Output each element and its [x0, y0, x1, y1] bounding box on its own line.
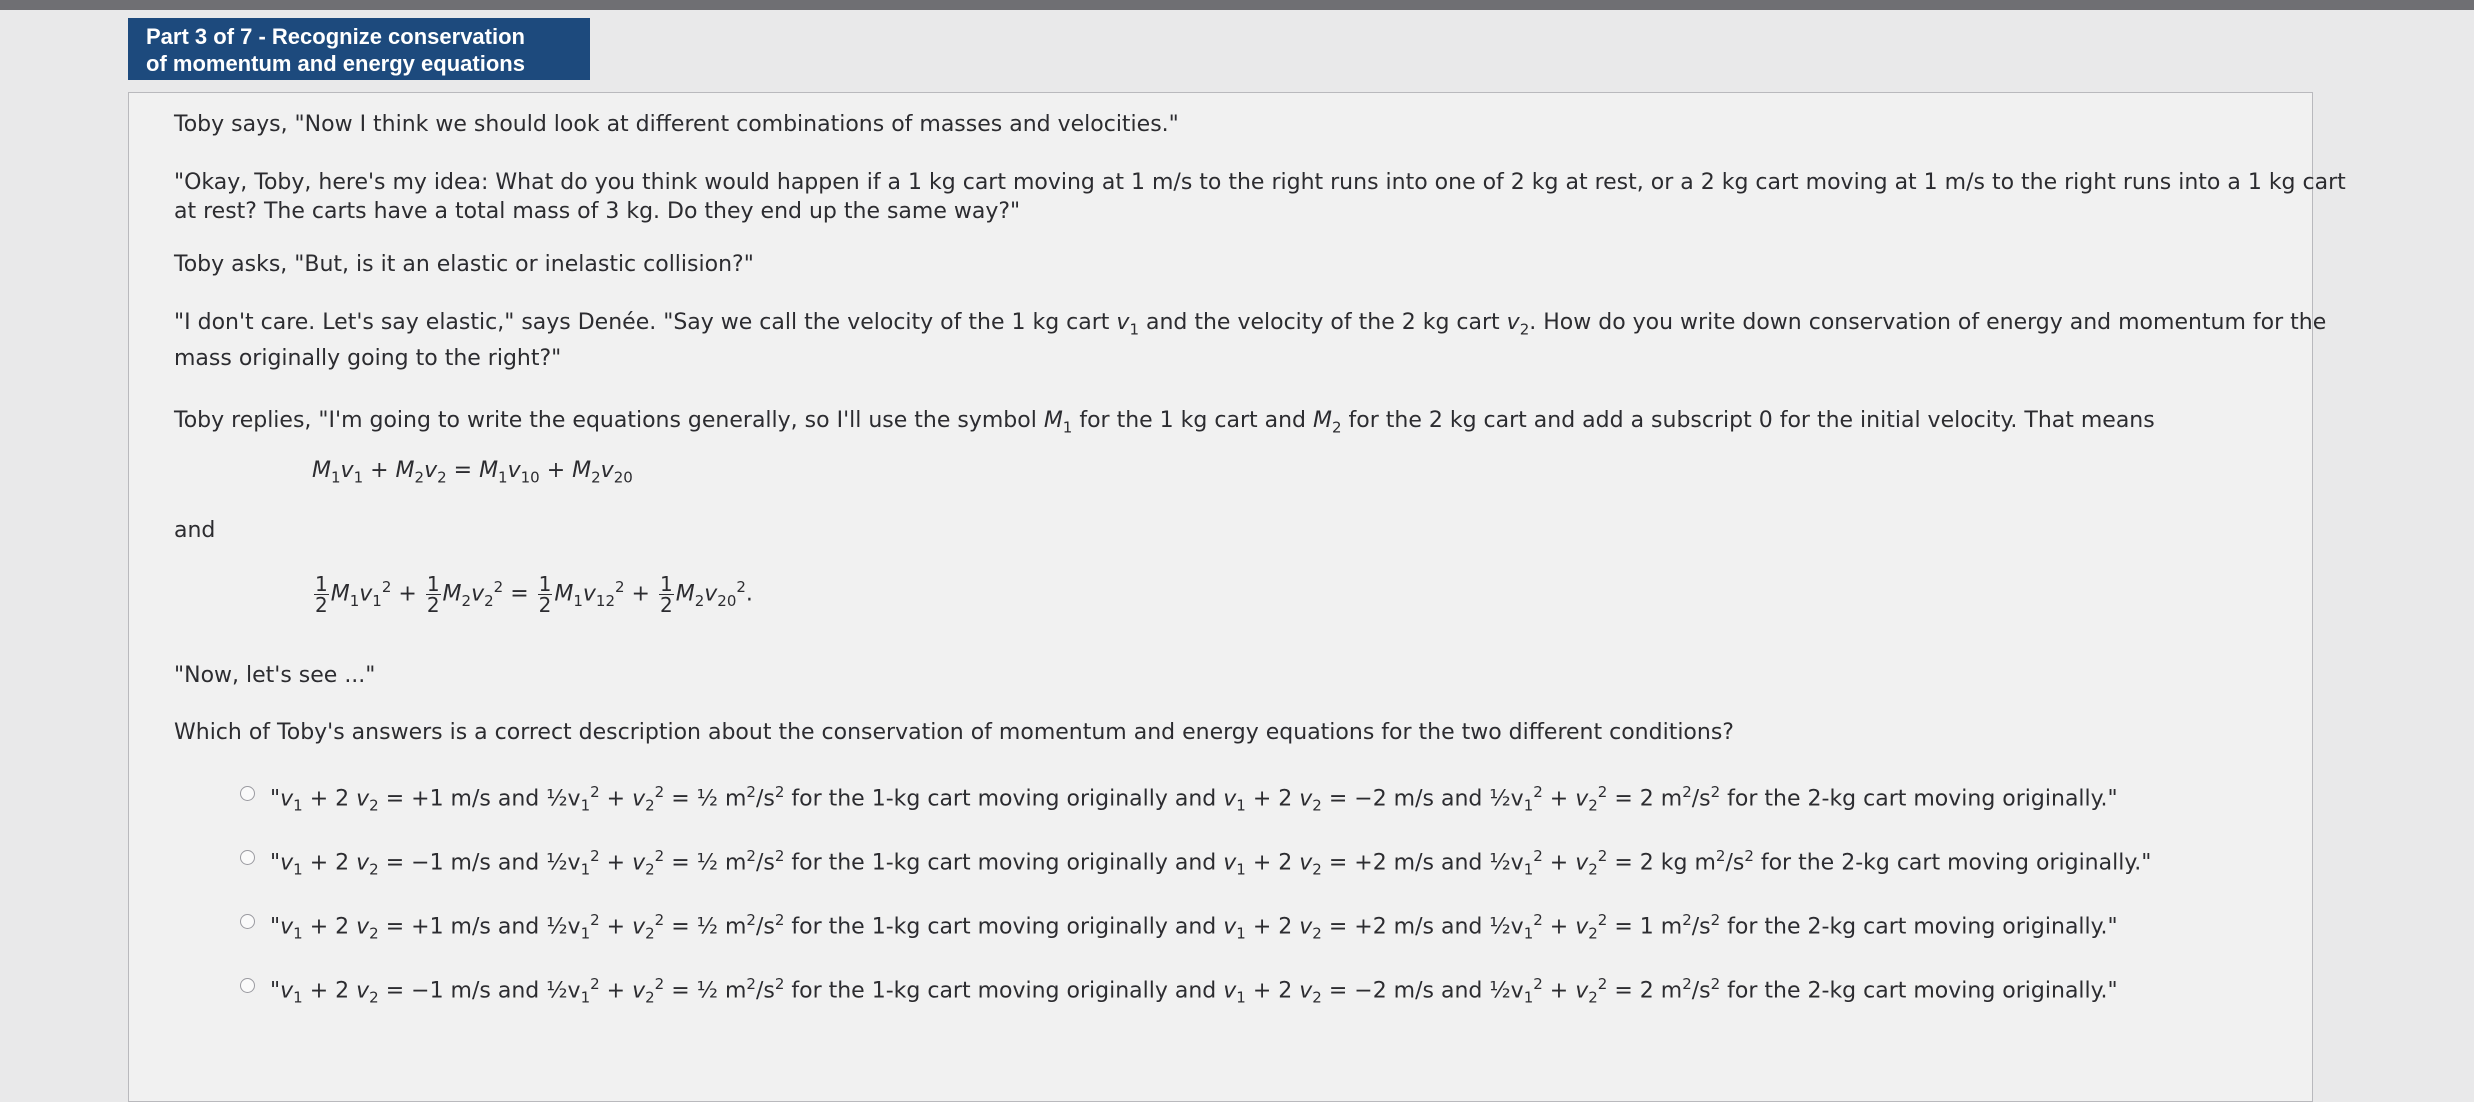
answer-option-2-text: "$v_1 + 2$ $v_2 = -1$ m/s and $\frac{1}{2}v_1^2 + v_2^2$ = ½ $m^2/s^2$ for the 1-kg cart moving originally and $v_1 + 2$ $v_2 = +2$ m/s and $\frac{1}{2}v_1^2 + v_2^2 = 2$ kg $m^2/s^2$ for the 2-kg cart moving originally." — [270, 847, 2152, 879]
radio-button[interactable] — [240, 850, 255, 865]
paragraph-denee-idea: "Okay, Toby, here's my idea: What do you think would happen if a 1 kg cart moving at 1 m/s to the right runs into one of 2 kg at rest, or a 2 kg cart moving at 1 m/s to the right runs into a 1 kg cart at rest? The carts have a total mass of 3 kg. Do they end up the same way?" — [174, 170, 2346, 224]
paragraph-toby-asks: Toby asks, "But, is it an elastic or inelastic collision?" — [174, 252, 754, 277]
answer-option-1-text: "$v_1 + 2$ $v_2 = +1$ m/s and $\frac{1}{2}v_1^2 + v_2^2$ = ½ $m^2/s^2$ for the 1-kg cart moving originally and $v_1 + 2$ $v_2 = -2$ m/s and $\frac{1}{2}v_1^2 + v_2^2 = 2$ $m^2/s^2$ for the 2-kg cart moving originally." — [270, 783, 2118, 815]
answer-option-3-text: "$v_1 + 2$ $v_2 = +1$ m/s and $\frac{1}{2}v_1^2 + v_2^2$ = ½ $m^2/s^2$ for the 1-kg cart moving originally and $v_1 + 2$ $v_2 = +2$ m/s and $\frac{1}{2}v_1^2 + v_2^2 = 1$ $m^2/s^2$ for the 2-kg cart moving originally." — [270, 911, 2118, 943]
paragraph-now-lets-see: "Now, let's see ..." — [174, 663, 376, 688]
paragraph-denee-elastic: "I don't care. Let's say elastic," says Denée. "Say we call the velocity of the 1 kg cart $v_1$ and the velocity of the 2 kg cart $v_2$. How do you write down conservation of energy and momentum for the mass originally going to the right?" — [174, 310, 2327, 372]
paragraph-toby-says: Toby says, "Now I think we should look at different combinations of masses and velocities." — [174, 112, 1179, 137]
energy-equation: $\frac{1}{2}$ $M_1v_1^2$ + $\frac{1}{2}$ $M_2v_2^2$ = $\frac{1}{2}$ $M_1v_{12}^2$ + $\frac{1}{2}$ $M_2v_{20}^2$. — [315, 572, 753, 617]
radio-button[interactable] — [240, 914, 255, 929]
part-title-line2: of momentum and energy equations — [146, 51, 525, 76]
question-prompt: Which of Toby's answers is a correct description about the conservation of momentum and energy equations for the two different conditions? — [174, 720, 1734, 745]
top-strip — [0, 0, 2474, 10]
answer-option-4-text: "$v_1 + 2$ $v_2 = -1$ m/s and $\frac{1}{2}v_1^2 + v_2^2$ = ½ $m^2/s^2$ for the 1-kg cart moving originally and $v_1 + 2$ $v_2 = -2$ m/s and $\frac{1}{2}v_1^2 + v_2^2 = 2$ $m^2/s^2$ for the 2-kg cart moving originally." — [270, 975, 2118, 1007]
part-header-tab — [128, 18, 590, 80]
radio-button[interactable] — [240, 978, 255, 993]
and-label: and — [174, 518, 216, 543]
radio-button[interactable] — [240, 786, 255, 801]
part-title-line1: Part 3 of 7 - Recognize conservation — [146, 24, 525, 49]
paragraph-toby-replies: Toby replies, "I'm going to write the equations generally, so I'll use the symbol $M_1$ for the 1 kg cart and $M_2$ for the 2 kg cart and add a subscript 0 for the initial velocity. That means — [174, 408, 2155, 437]
momentum-equation: $M_1v_1 + M_2v_2 = M_1v_{10} + M_2v_{20}$ — [312, 458, 633, 487]
